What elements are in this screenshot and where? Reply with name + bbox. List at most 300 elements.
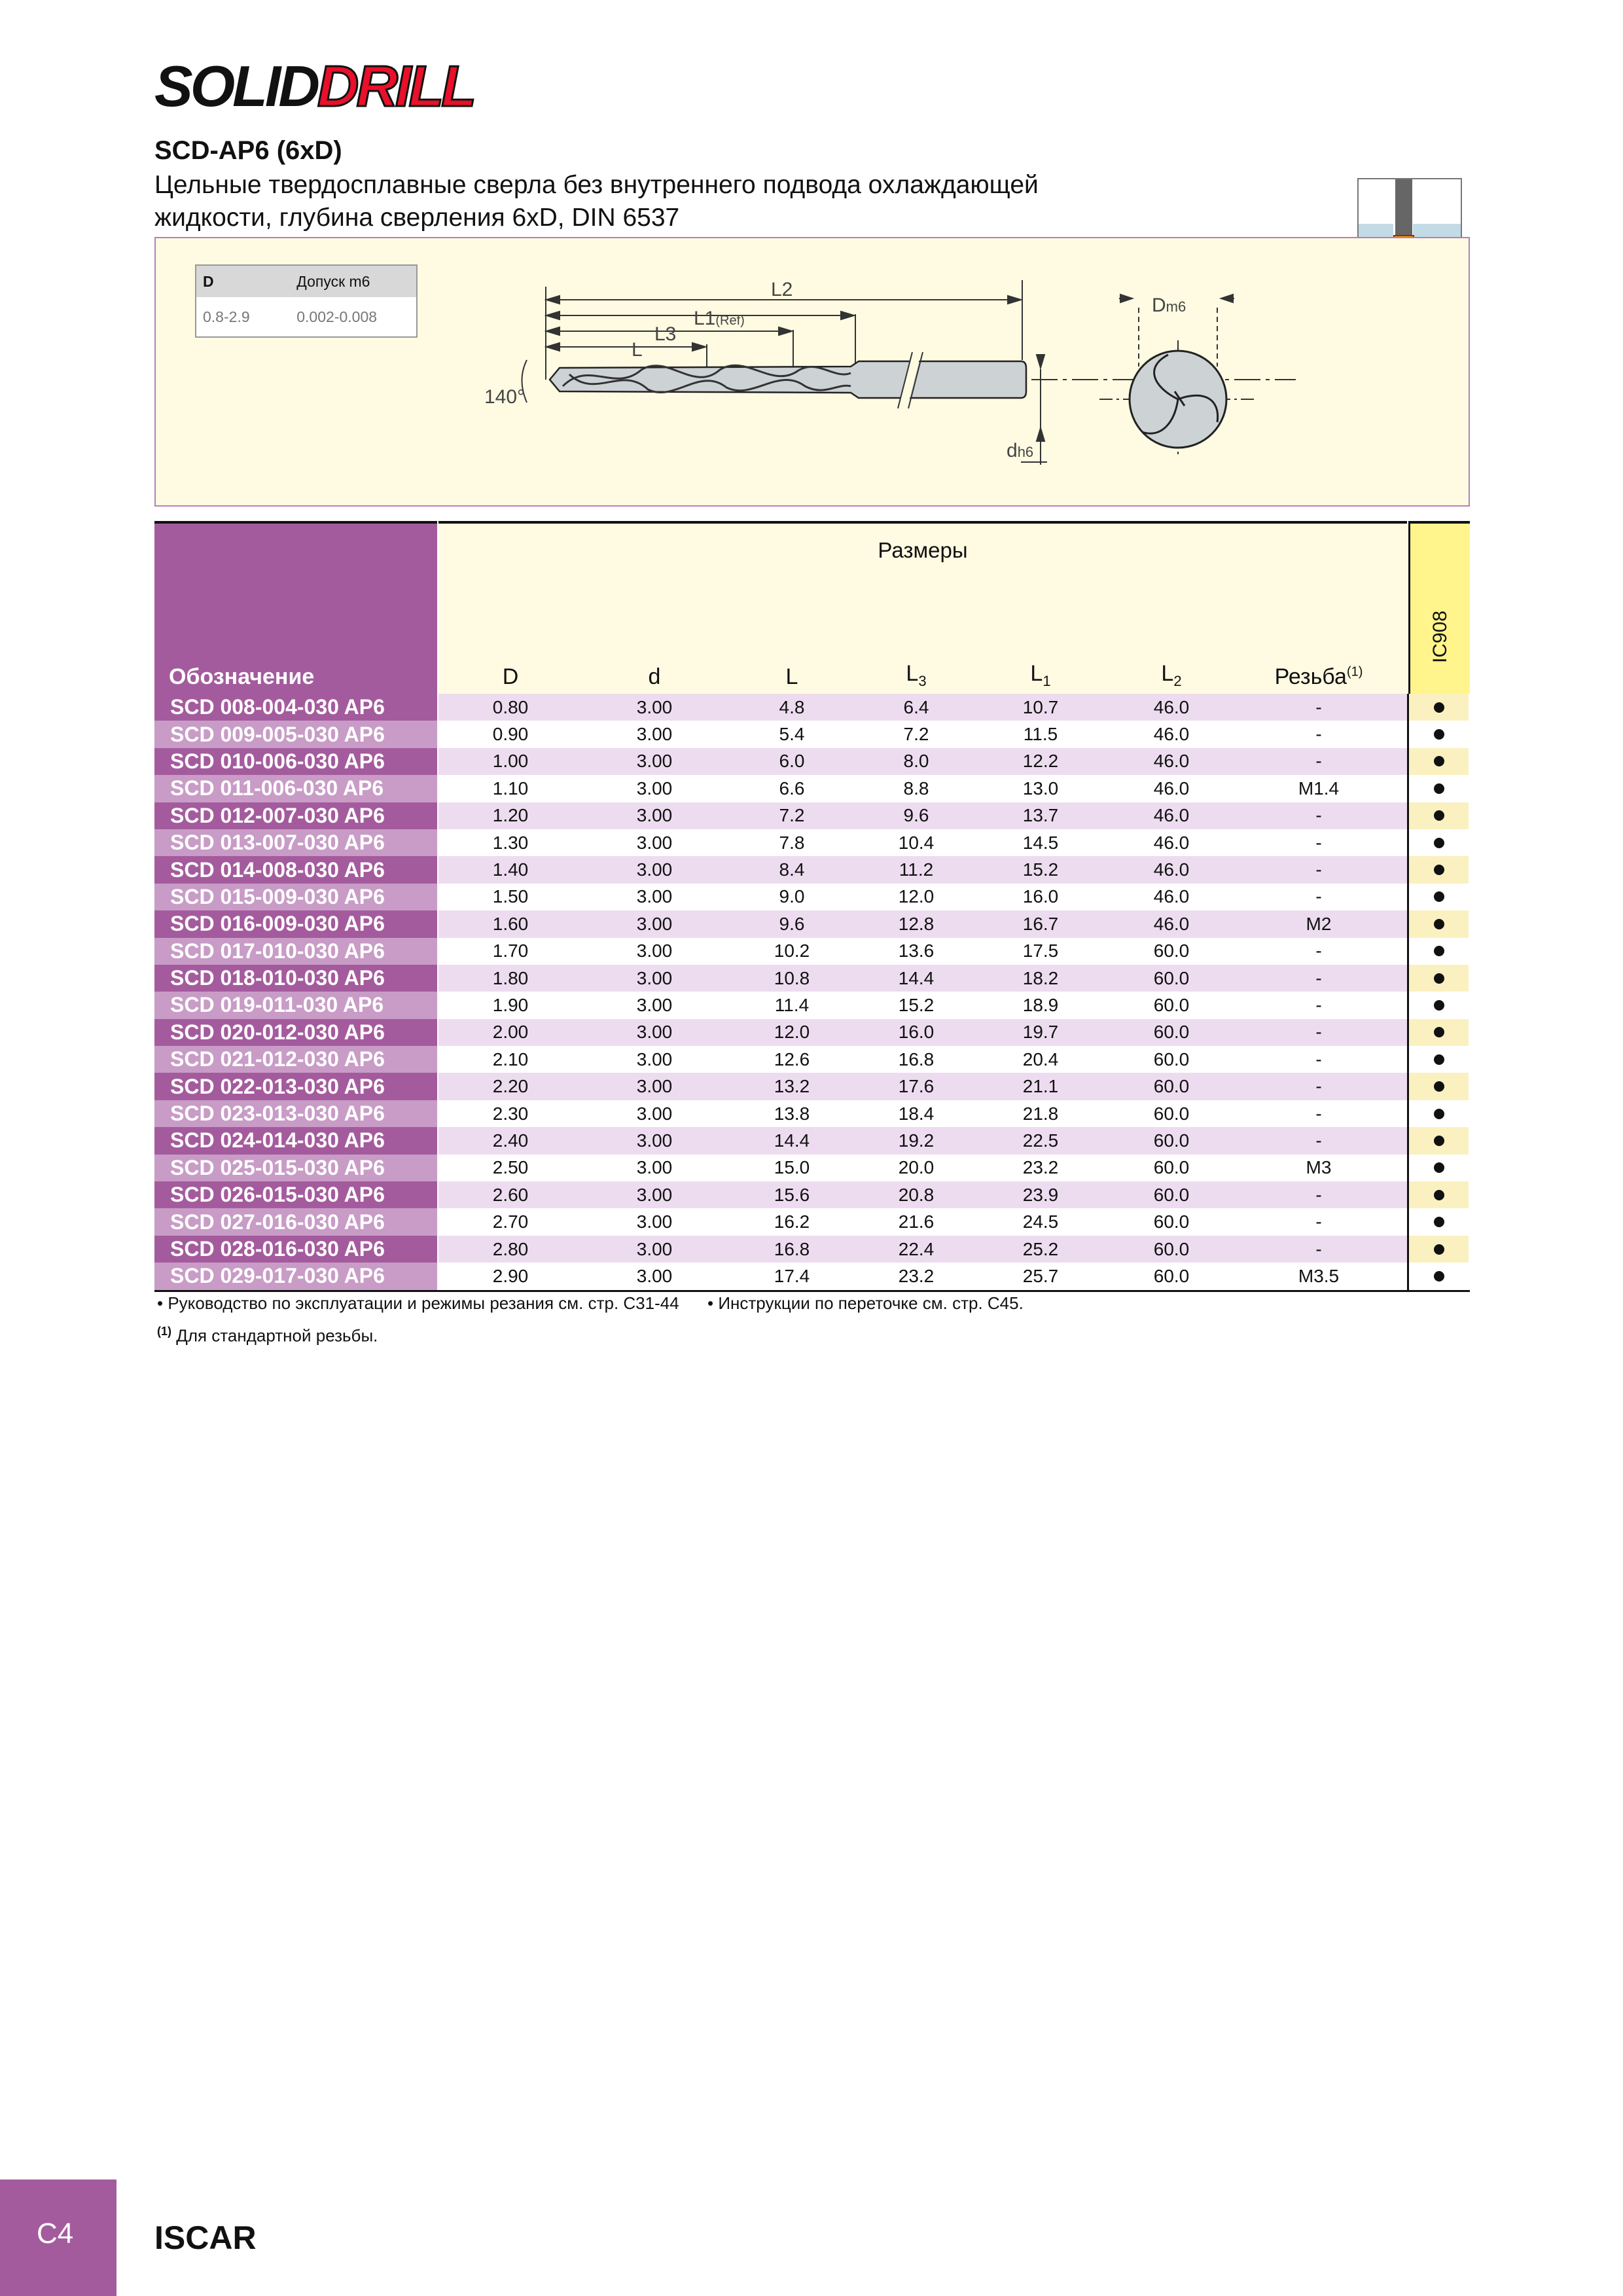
- row-designation: SCD 014-008-030 AP6: [154, 856, 437, 883]
- row-cell: -: [1315, 994, 1322, 1015]
- table-row: [154, 775, 1470, 802]
- row-dimensions: [438, 1155, 1407, 1181]
- row-cell: 15.0: [774, 1157, 810, 1178]
- row-cell: 10.8: [774, 967, 810, 988]
- row-cell: 60.0: [1153, 941, 1190, 961]
- row-cell: 60.0: [1153, 1211, 1190, 1232]
- row-dimensions: [438, 1100, 1407, 1127]
- logo-drill-text: DRILL: [317, 54, 474, 118]
- row-cell: M1.4: [1298, 778, 1340, 798]
- available-dot-icon: [1434, 1081, 1444, 1092]
- row-cell: 3.00: [636, 994, 673, 1015]
- row-cell: 46.0: [1153, 913, 1190, 934]
- table-row: [154, 802, 1470, 829]
- row-cell: 20.4: [1022, 1049, 1059, 1069]
- row-cell: -: [1315, 941, 1322, 961]
- row-cell: 0.80: [492, 696, 529, 717]
- table-bottom-rule: [154, 1290, 1470, 1292]
- row-cell: -: [1315, 724, 1322, 745]
- row-cell: 3.00: [636, 1157, 673, 1178]
- row-designation: SCD 018-010-030 AP6: [154, 965, 437, 992]
- table-row: [154, 1181, 1470, 1208]
- row-designation: SCD 026-015-030 AP6: [154, 1181, 437, 1208]
- row-cell: 10.4: [898, 832, 935, 853]
- grade-availability: [1407, 884, 1469, 910]
- grade-availability: [1407, 910, 1469, 937]
- row-cell: 23.2: [898, 1265, 935, 1286]
- col-header-L1: $L_1$: [1030, 661, 1051, 689]
- tolerance-col-d: D: [203, 272, 214, 290]
- grade-availability: [1407, 802, 1469, 829]
- footnote: [157, 1325, 378, 1346]
- row-cell: 13.6: [898, 941, 935, 961]
- row-cell: 13.7: [1022, 805, 1059, 826]
- dh6-label-sub: h6: [1017, 444, 1034, 460]
- available-dot-icon: [1434, 891, 1444, 902]
- tolerance-value: 0.002-0.008: [296, 308, 378, 325]
- row-cell: 16.2: [774, 1211, 810, 1232]
- row-cell: 18.2: [1022, 967, 1059, 988]
- row-cell: 46.0: [1153, 886, 1190, 907]
- description-line-1: Цельные твердосплавные сверла без внутреннего подвода охлаждающей: [154, 171, 1039, 199]
- row-cell: 4.8: [779, 696, 805, 717]
- grade-availability: [1407, 856, 1469, 883]
- row-dimensions: [438, 884, 1407, 910]
- grade-availability: [1407, 775, 1469, 802]
- row-cell: 3.00: [636, 751, 673, 772]
- row-cell: 8.0: [903, 751, 929, 772]
- available-dot-icon: [1434, 1271, 1444, 1282]
- row-designation: SCD 016-009-030 AP6: [154, 910, 437, 937]
- page-number: C4: [37, 2217, 74, 2250]
- row-designation: SCD 020-012-030 AP6: [154, 1019, 437, 1046]
- table-body: [154, 694, 1470, 1290]
- row-cell: 9.6: [779, 913, 805, 934]
- brand-name: ISCAR: [154, 2219, 257, 2256]
- row-designation: SCD 024-014-030 AP6: [154, 1127, 437, 1154]
- row-cell: 1.00: [492, 751, 529, 772]
- row-cell: 14.4: [774, 1130, 810, 1151]
- grade-header-cell: [1408, 521, 1470, 694]
- Dm6-label-main: D: [1152, 295, 1166, 316]
- row-cell: 2.30: [492, 1103, 529, 1124]
- row-cell: 60.0: [1153, 1130, 1190, 1151]
- row-cell: 9.6: [903, 805, 929, 826]
- table-row: [154, 910, 1470, 937]
- table-row: [154, 856, 1470, 883]
- available-dot-icon: [1434, 946, 1444, 956]
- row-cell: 3.00: [636, 886, 673, 907]
- row-cell: 3.00: [636, 1103, 673, 1124]
- grade-availability: [1407, 992, 1469, 1018]
- row-dimensions: [438, 992, 1407, 1018]
- row-cell: 3.00: [636, 1076, 673, 1097]
- row-cell: 15.2: [1022, 859, 1059, 880]
- row-cell: 46.0: [1153, 832, 1190, 853]
- row-cell: 10.7: [1022, 696, 1059, 717]
- row-designation: SCD 011-006-030 AP6: [154, 775, 437, 802]
- row-cell: 2.10: [492, 1049, 529, 1069]
- grade-availability: [1407, 1155, 1469, 1181]
- drill-dimension-drawing: [458, 275, 1309, 491]
- row-cell: -: [1315, 886, 1322, 907]
- row-cell: 6.0: [779, 751, 805, 772]
- row-cell: 25.7: [1022, 1265, 1059, 1286]
- col-header-L2: $L_2$: [1161, 661, 1182, 689]
- row-designation: SCD 017-010-030 AP6: [154, 938, 437, 965]
- row-dimensions: [438, 1263, 1407, 1289]
- row-designation: SCD 010-006-030 AP6: [154, 748, 437, 775]
- row-dimensions: [438, 802, 1407, 829]
- row-cell: 3.00: [636, 1049, 673, 1069]
- designation-header: Обозначение: [169, 664, 315, 689]
- row-dimensions: [438, 694, 1407, 721]
- footnote-text: Для стандартной резьбы.: [171, 1325, 378, 1346]
- table-row: [154, 1263, 1470, 1289]
- row-cell: 1.40: [492, 859, 529, 880]
- row-cell: 1.60: [492, 913, 529, 934]
- row-cell: 60.0: [1153, 1265, 1190, 1286]
- dimensions-header-cell: [438, 521, 1407, 694]
- row-cell: 1.20: [492, 805, 529, 826]
- row-cell: 16.7: [1022, 913, 1059, 934]
- row-cell: 8.8: [903, 778, 929, 798]
- table-row: [154, 1127, 1470, 1154]
- table-row: [154, 992, 1470, 1018]
- row-cell: 21.8: [1022, 1103, 1059, 1124]
- row-cell: 17.4: [774, 1265, 810, 1286]
- tolerance-table: [195, 264, 418, 338]
- table-header: [154, 521, 1470, 694]
- grade-availability: [1407, 748, 1469, 775]
- row-cell: -: [1315, 967, 1322, 988]
- grade-availability: [1407, 1046, 1469, 1073]
- product-description: [154, 169, 1202, 234]
- row-cell: 7.2: [779, 805, 805, 826]
- row-cell: 24.5: [1022, 1211, 1059, 1232]
- row-cell: 13.8: [774, 1103, 810, 1124]
- designation-header-cell: [154, 521, 437, 694]
- grade-availability: [1407, 1073, 1469, 1100]
- available-dot-icon: [1434, 810, 1444, 821]
- row-cell: 2.20: [492, 1076, 529, 1097]
- row-cell: 16.0: [898, 1022, 935, 1043]
- available-dot-icon: [1434, 1054, 1444, 1065]
- available-dot-icon: [1434, 919, 1444, 929]
- row-cell: 11.4: [774, 994, 810, 1015]
- grade-availability: [1407, 1236, 1469, 1263]
- row-cell: -: [1315, 696, 1322, 717]
- row-cell: 3.00: [636, 967, 673, 988]
- row-cell: 7.8: [779, 832, 805, 853]
- logo-solid-text: SOLID: [154, 54, 317, 118]
- row-cell: 46.0: [1153, 696, 1190, 717]
- available-dot-icon: [1434, 1136, 1444, 1146]
- row-cell: -: [1315, 1238, 1322, 1259]
- available-dot-icon: [1434, 1190, 1444, 1200]
- row-designation: SCD 015-009-030 AP6: [154, 884, 437, 910]
- table-row: [154, 1073, 1470, 1100]
- row-cell: 18.9: [1022, 994, 1059, 1015]
- L1-label-main: L1: [694, 308, 716, 329]
- row-cell: -: [1315, 859, 1322, 880]
- row-cell: -: [1315, 751, 1322, 772]
- tolerance-row: [196, 297, 416, 336]
- row-cell: 3.00: [636, 941, 673, 961]
- available-dot-icon: [1434, 865, 1444, 875]
- row-cell: 13.2: [774, 1076, 810, 1097]
- row-cell: 1.90: [492, 994, 529, 1015]
- row-cell: 16.0: [1022, 886, 1059, 907]
- row-cell: -: [1315, 832, 1322, 853]
- row-dimensions: [438, 1181, 1407, 1208]
- row-cell: 3.00: [636, 1211, 673, 1232]
- row-dimensions: [438, 1019, 1407, 1046]
- row-cell: 1.70: [492, 941, 529, 961]
- row-cell: 16.8: [774, 1238, 810, 1259]
- table-row: [154, 965, 1470, 992]
- row-cell: 22.5: [1022, 1130, 1059, 1151]
- row-cell: 20.0: [898, 1157, 935, 1178]
- table-row: [154, 1046, 1470, 1073]
- usage-notes: • Руководство по эксплуатации и режимы резания см. стр. C31-44 • Инструкции по переточке см. стр. C45.: [157, 1293, 1024, 1313]
- row-cell: 46.0: [1153, 778, 1190, 798]
- L2-label-text: L2: [771, 279, 793, 300]
- table-row: [154, 1236, 1470, 1263]
- row-cell: 12.0: [774, 1022, 810, 1043]
- row-cell: 6.4: [903, 696, 929, 717]
- row-cell: 2.70: [492, 1211, 529, 1232]
- available-dot-icon: [1434, 1109, 1444, 1119]
- row-cell: 1.50: [492, 886, 529, 907]
- tolerance-col-m6: Допуск m6: [296, 272, 370, 290]
- available-dot-icon: [1434, 1217, 1444, 1227]
- row-cell: 2.50: [492, 1157, 529, 1178]
- row-cell: 3.00: [636, 724, 673, 745]
- row-cell: 3.00: [636, 778, 673, 798]
- available-dot-icon: [1434, 1162, 1444, 1173]
- row-designation: SCD 013-007-030 AP6: [154, 829, 437, 856]
- row-cell: 19.7: [1022, 1022, 1059, 1043]
- L3-label: L3: [654, 323, 677, 345]
- available-dot-icon: [1434, 1000, 1444, 1011]
- L2-label: [771, 279, 793, 300]
- available-dot-icon: [1434, 729, 1444, 740]
- row-cell: 2.00: [492, 1022, 529, 1043]
- available-dot-icon: [1434, 1244, 1444, 1255]
- row-cell: 3.00: [636, 1184, 673, 1205]
- page-number-box: [0, 2179, 116, 2296]
- row-cell: 21.1: [1022, 1076, 1059, 1097]
- row-dimensions: [438, 1208, 1407, 1235]
- row-dimensions: [438, 910, 1407, 937]
- Dm6-label: [1152, 295, 1186, 316]
- col-header-D: D: [502, 664, 519, 689]
- row-designation: SCD 028-016-030 AP6: [154, 1236, 437, 1263]
- row-cell: 12.8: [898, 913, 935, 934]
- model-title: SCD-AP6 (6xD): [154, 136, 342, 165]
- row-cell: 17.5: [1022, 941, 1059, 961]
- row-cell: 16.8: [898, 1049, 935, 1069]
- available-dot-icon: [1434, 973, 1444, 984]
- row-cell: 1.10: [492, 778, 529, 798]
- grade-availability: [1407, 1181, 1469, 1208]
- col-header-L3: $L_3$: [906, 661, 927, 689]
- row-designation: SCD 022-013-030 AP6: [154, 1073, 437, 1100]
- row-dimensions: [438, 938, 1407, 965]
- row-cell: 23.9: [1022, 1184, 1059, 1205]
- dh6-label: [1007, 440, 1033, 461]
- row-cell: -: [1315, 1184, 1322, 1205]
- L1-label: [694, 308, 745, 329]
- row-cell: 15.6: [774, 1184, 810, 1205]
- col-header-d: d: [648, 664, 661, 689]
- row-cell: 25.2: [1022, 1238, 1059, 1259]
- grade-availability: [1407, 1100, 1469, 1127]
- row-cell: 5.4: [779, 724, 805, 745]
- grade-availability: [1407, 1208, 1469, 1235]
- row-designation: SCD 029-017-030 AP6: [154, 1263, 437, 1289]
- row-cell: 2.60: [492, 1184, 529, 1205]
- table-row: [154, 694, 1470, 721]
- row-cell: 15.2: [898, 994, 935, 1015]
- row-cell: 0.90: [492, 724, 529, 745]
- row-cell: 3.00: [636, 1238, 673, 1259]
- row-cell: 60.0: [1153, 967, 1190, 988]
- row-cell: 2.80: [492, 1238, 529, 1259]
- row-cell: M2: [1306, 913, 1332, 934]
- grade-availability: [1407, 938, 1469, 965]
- row-cell: 14.5: [1022, 832, 1059, 853]
- row-cell: 11.5: [1023, 724, 1058, 745]
- row-cell: 8.4: [779, 859, 805, 880]
- row-cell: 22.4: [898, 1238, 935, 1259]
- row-cell: 2.90: [492, 1265, 529, 1286]
- dh6-label-main: d: [1007, 440, 1018, 461]
- dimensions-table: [154, 521, 1470, 1292]
- grade-availability: [1407, 721, 1469, 747]
- row-cell: 3.00: [636, 1022, 673, 1043]
- row-cell: 12.6: [774, 1049, 810, 1069]
- row-cell: -: [1315, 1049, 1322, 1069]
- row-cell: 6.6: [779, 778, 805, 798]
- row-designation: SCD 027-016-030 AP6: [154, 1208, 437, 1235]
- row-cell: 19.2: [898, 1130, 935, 1151]
- row-cell: M3: [1306, 1157, 1332, 1178]
- available-dot-icon: [1434, 838, 1444, 848]
- available-dot-icon: [1434, 783, 1444, 794]
- row-cell: 11.2: [899, 859, 934, 880]
- row-dimensions: [438, 1073, 1407, 1100]
- row-cell: 60.0: [1153, 1184, 1190, 1205]
- row-cell: 46.0: [1153, 724, 1190, 745]
- row-cell: -: [1315, 1130, 1322, 1151]
- row-dimensions: [438, 1046, 1407, 1073]
- row-cell: 3.00: [636, 1130, 673, 1151]
- table-row: [154, 1019, 1470, 1046]
- grade-header: IC908: [1429, 610, 1451, 664]
- row-cell: 60.0: [1153, 994, 1190, 1015]
- row-cell: 3.00: [636, 1265, 673, 1286]
- table-row: [154, 1100, 1470, 1127]
- L1-label-ref: (Ref): [715, 314, 745, 328]
- row-designation: SCD 009-005-030 AP6: [154, 721, 437, 747]
- table-row: [154, 1155, 1470, 1181]
- col-header-thread: Резьба$^{(1)}$: [1274, 664, 1363, 689]
- row-dimensions: [438, 721, 1407, 747]
- row-cell: 46.0: [1153, 805, 1190, 826]
- row-cell: 46.0: [1153, 751, 1190, 772]
- row-cell: 14.4: [898, 967, 935, 988]
- table-row: [154, 1208, 1470, 1235]
- row-cell: 2.40: [492, 1130, 529, 1151]
- solid-drill-logo: [154, 54, 474, 119]
- table-row: [154, 829, 1470, 856]
- row-cell: -: [1315, 1022, 1322, 1043]
- row-cell: -: [1315, 805, 1322, 826]
- tolerance-header: [196, 266, 416, 297]
- row-cell: 3.00: [636, 859, 673, 880]
- row-designation: SCD 019-011-030 AP6: [154, 992, 437, 1018]
- row-cell: 23.2: [1022, 1157, 1059, 1178]
- row-cell: 13.0: [1022, 778, 1059, 798]
- row-cell: 3.00: [636, 696, 673, 717]
- row-cell: 20.8: [898, 1184, 935, 1205]
- row-cell: -: [1315, 1103, 1322, 1124]
- row-cell: 60.0: [1153, 1022, 1190, 1043]
- row-cell: 9.0: [779, 886, 805, 907]
- grade-availability: [1407, 829, 1469, 856]
- dimensions-section-title: Размеры: [878, 538, 968, 562]
- table-row: [154, 748, 1470, 775]
- Dm6-label-sub: m6: [1166, 298, 1186, 315]
- row-designation: SCD 021-012-030 AP6: [154, 1046, 437, 1073]
- grade-availability: [1407, 1019, 1469, 1046]
- row-designation: SCD 025-015-030 AP6: [154, 1155, 437, 1181]
- table-row: [154, 938, 1470, 965]
- row-cell: 21.6: [898, 1211, 935, 1232]
- row-cell: 3.00: [636, 805, 673, 826]
- row-cell: 1.30: [492, 832, 529, 853]
- grade-availability: [1407, 1127, 1469, 1154]
- row-cell: 60.0: [1153, 1103, 1190, 1124]
- row-cell: 17.6: [898, 1076, 935, 1097]
- row-designation: SCD 023-013-030 AP6: [154, 1100, 437, 1127]
- row-cell: 60.0: [1153, 1238, 1190, 1259]
- grade-availability: [1407, 694, 1469, 721]
- row-designation: SCD 008-004-030 AP6: [154, 694, 437, 721]
- row-cell: 60.0: [1153, 1157, 1190, 1178]
- row-dimensions: [438, 1127, 1407, 1154]
- grade-availability: [1407, 965, 1469, 992]
- row-cell: 3.00: [636, 913, 673, 934]
- row-cell: M3.5: [1298, 1265, 1340, 1286]
- footnote-mark: (1): [157, 1325, 171, 1338]
- row-cell: 46.0: [1153, 859, 1190, 880]
- row-cell: -: [1315, 1211, 1322, 1232]
- row-cell: 18.4: [898, 1103, 935, 1124]
- available-dot-icon: [1434, 756, 1444, 766]
- row-cell: 1.80: [492, 967, 529, 988]
- table-row: [154, 721, 1470, 747]
- row-cell: 12.0: [898, 886, 935, 907]
- L-label: L: [632, 339, 643, 361]
- row-dimensions: [438, 829, 1407, 856]
- row-dimensions: [438, 856, 1407, 883]
- row-cell: 3.00: [636, 832, 673, 853]
- row-cell: 60.0: [1153, 1076, 1190, 1097]
- grade-availability: [1407, 1263, 1469, 1289]
